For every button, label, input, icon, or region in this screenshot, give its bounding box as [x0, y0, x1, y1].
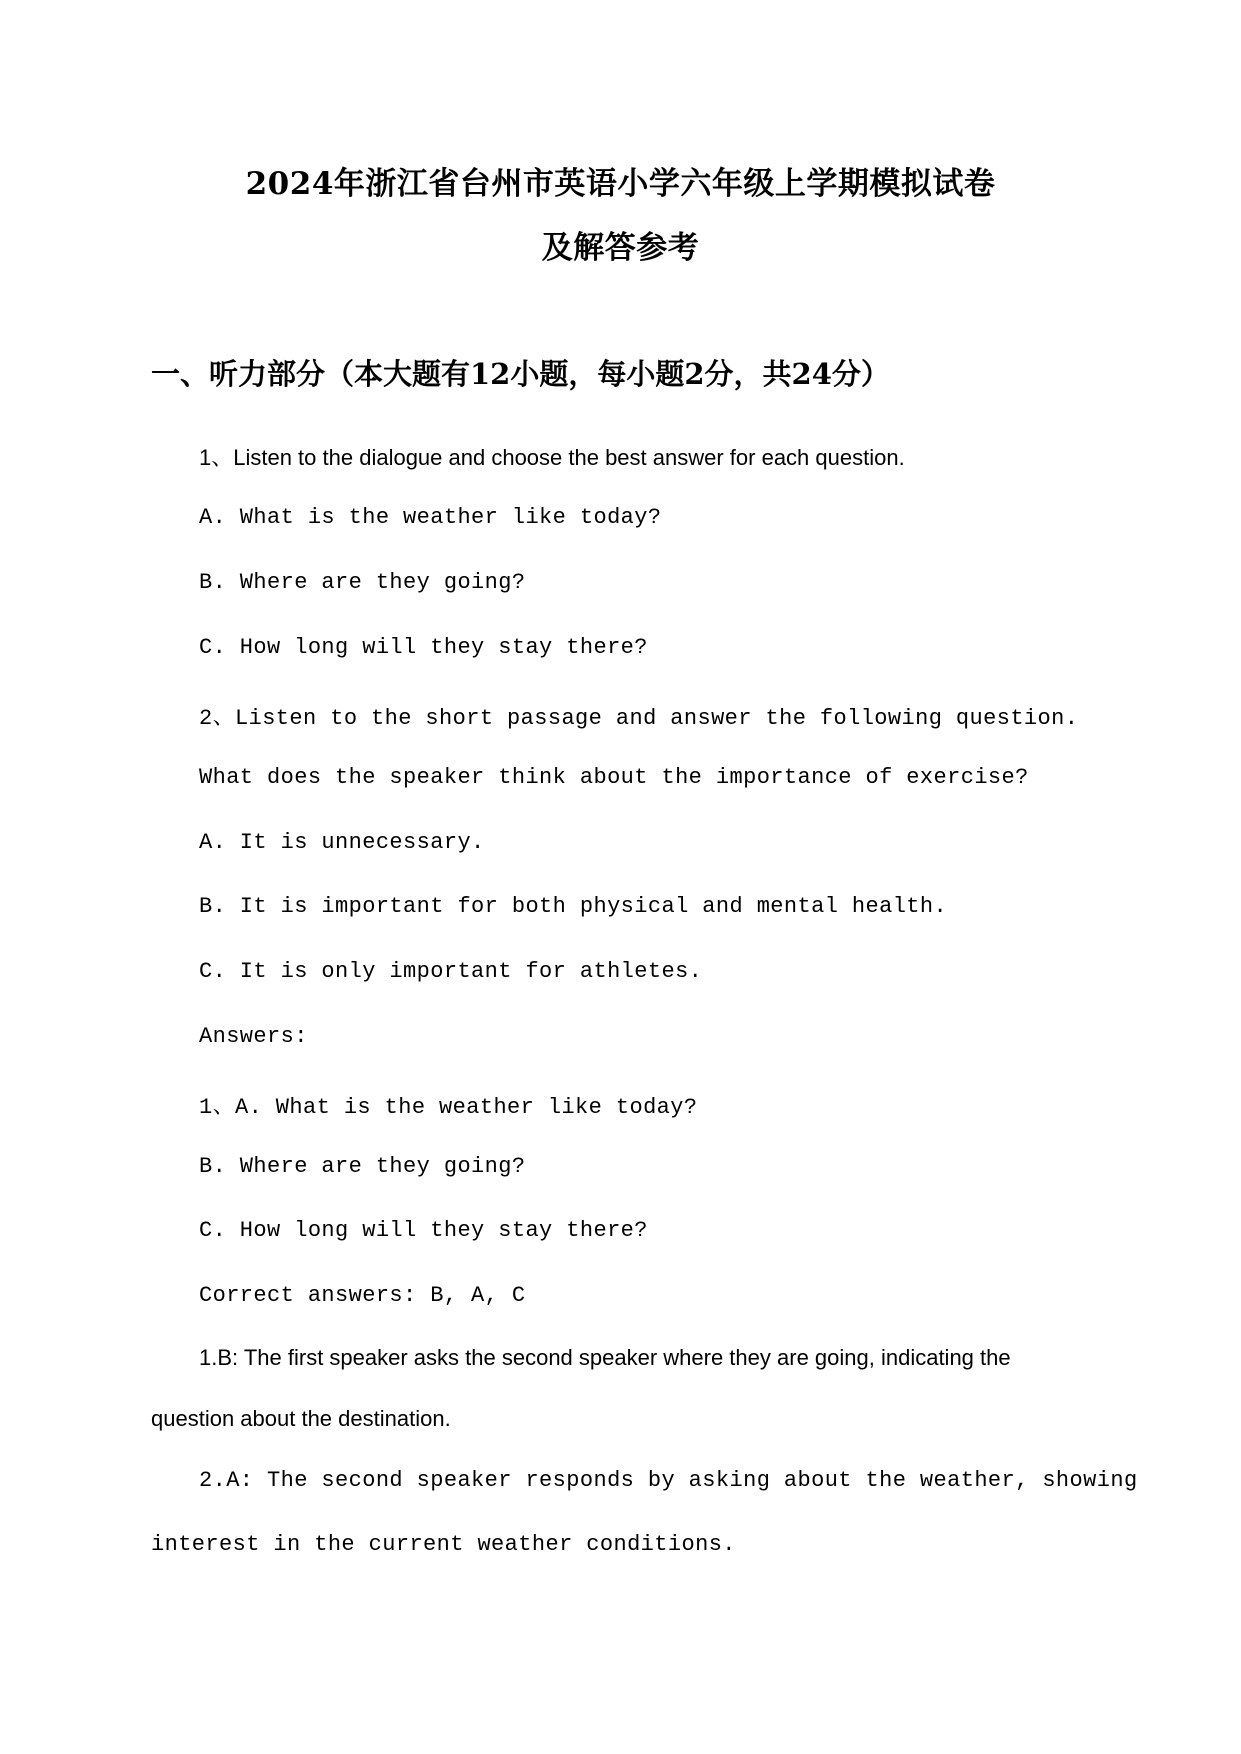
answer-1-option-a: 1、A. What is the weather like today?	[199, 1095, 698, 1120]
section-heading-listening: 一、听力部分（本大题有12小题，每小题2分，共24分）	[151, 357, 890, 391]
question-2-option-a: A. It is unnecessary.	[199, 830, 485, 855]
answers-label: Answers:	[199, 1024, 308, 1049]
document-title-line-1: 2024年浙江省台州市英语小学六年级上学期模拟试卷	[245, 166, 996, 202]
question-2-prompt: 2、Listen to the short passage and answer the following question.	[199, 706, 1079, 731]
question-2-option-c: C. It is only important for athletes.	[199, 959, 703, 984]
question-1-option-b: B. Where are they going?	[199, 570, 526, 595]
question-1-prompt: 1、Listen to the dialogue and choose the best answer for each question.	[199, 445, 905, 470]
question-2-question: What does the speaker think about the importance of exercise?	[199, 765, 1029, 790]
document-title-line-2: 及解答参考	[541, 230, 700, 266]
question-1-option-c: C. How long will they stay there?	[199, 635, 648, 660]
answer-1-option-c: C. How long will they stay there?	[199, 1218, 648, 1243]
answer-1-option-b: B. Where are they going?	[199, 1154, 526, 1179]
explanation-1-line-1: 1.B: The first speaker asks the second speaker where they are going, indicating the	[199, 1345, 1011, 1370]
correct-answers: Correct answers: B, A, C	[199, 1283, 526, 1308]
question-2-option-b: B. It is important for both physical and mental health.	[199, 894, 948, 919]
question-1-option-a: A. What is the weather like today?	[199, 505, 662, 530]
explanation-2-line-1: 2.A: The second speaker responds by asking about the weather, showing	[199, 1468, 1138, 1493]
explanation-2-line-2: interest in the current weather conditions.	[151, 1532, 736, 1557]
explanation-1-line-2: question about the destination.	[151, 1406, 451, 1431]
